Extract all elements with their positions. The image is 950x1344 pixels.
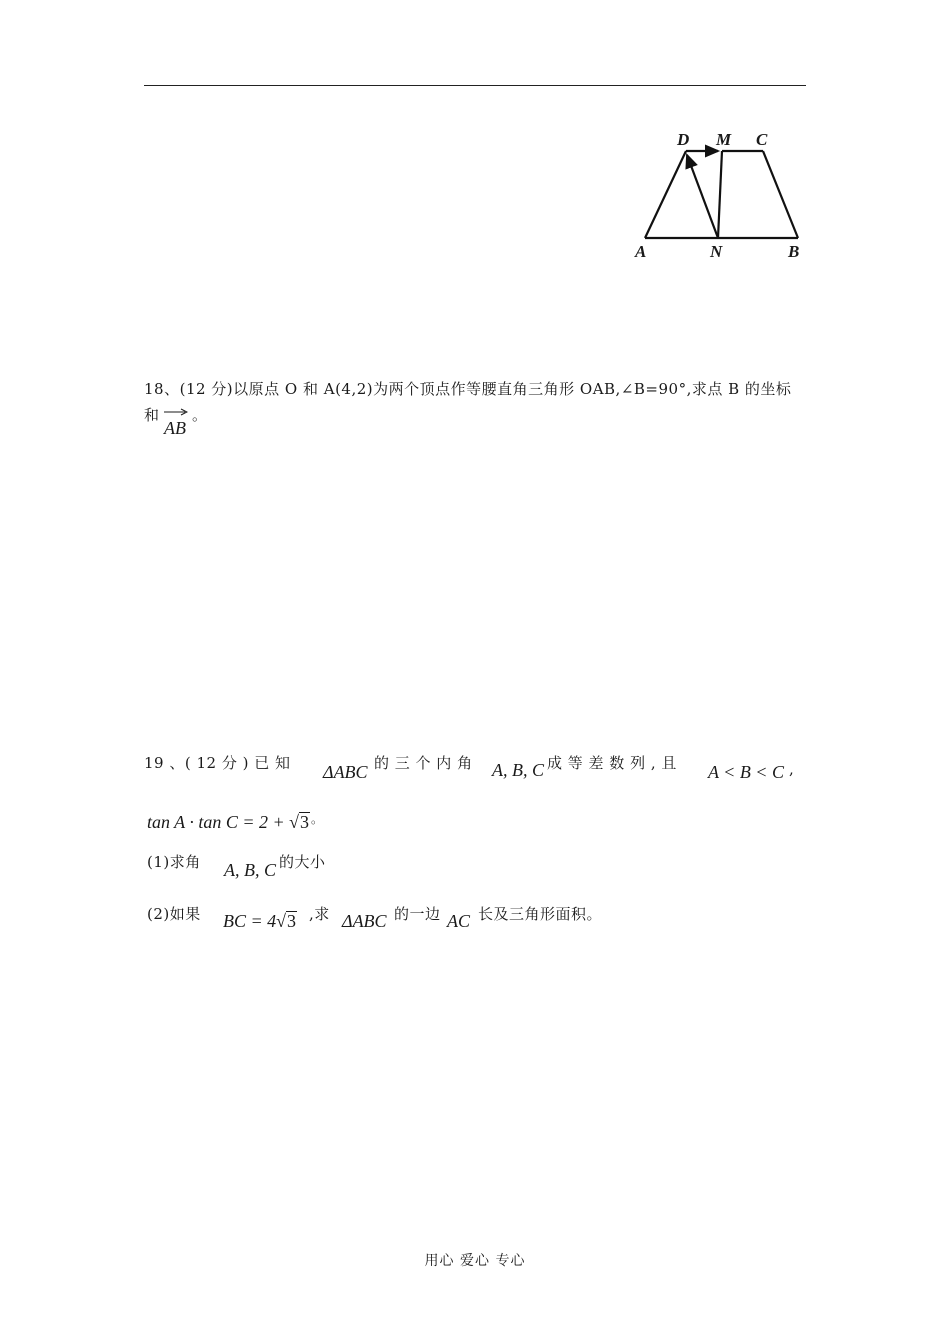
q19-tan-sqrt-arg: 3	[300, 812, 310, 832]
label-N: N	[710, 242, 723, 261]
label-B: B	[788, 242, 800, 261]
q19-part2-ac: AC	[447, 911, 471, 931]
q19-part2-mid2: 的一边	[394, 905, 441, 923]
q19-mid2: 成 等 差 数 列 , 且	[547, 754, 677, 772]
label-C: C	[756, 130, 768, 149]
header-rule	[144, 85, 806, 86]
page-footer: 用心 爱心 专心	[424, 1253, 526, 1269]
sqrt-sign-icon: √	[289, 812, 300, 832]
q18-line2-prefix: 和	[144, 406, 160, 424]
q19-mid1: 的 三 个 内 角	[374, 754, 473, 772]
label-A: A	[635, 242, 647, 261]
q19-part2-triangle: ΔABC	[342, 911, 387, 931]
sqrt-sign-icon: √	[276, 911, 287, 931]
q19-tan-lhs: tan A · tan C = 2 +	[147, 812, 285, 832]
q19-part2-bc-lhs: BC = 4	[223, 911, 277, 931]
q19-comma: ,	[789, 760, 795, 778]
q18-line2-suffix: 。	[192, 406, 208, 424]
q19-part2-prefix: (2)如果	[147, 905, 201, 923]
vector-ND	[687, 155, 718, 238]
q18-vector-AB: AB	[164, 418, 186, 438]
q19-triangle: ΔABC	[323, 762, 368, 782]
q19-part2-suffix: 长及三角形面积。	[478, 905, 603, 923]
q19-angles: A, B, C	[492, 760, 544, 780]
segment-AD	[645, 151, 686, 238]
q19-tan-equation	[147, 812, 310, 833]
segment-CB	[763, 151, 798, 238]
q19-part2-bc	[223, 911, 297, 932]
q19-part1-prefix: (1)求角	[147, 853, 201, 871]
q19-part1-suffix: 的大小	[279, 853, 326, 871]
label-M: M	[716, 130, 732, 149]
q19-intro: 19 、( 12 分 ) 已 知	[144, 754, 291, 772]
label-D: D	[677, 130, 690, 149]
segment-MN	[718, 151, 722, 238]
q19-inequality: A < B < C	[708, 762, 784, 782]
q19-part1-angles: A, B, C	[224, 860, 276, 880]
trapezoid-figure	[630, 128, 810, 268]
q19-part2-mid: ,求	[309, 905, 330, 923]
q19-part2-sqrt-arg: 3	[287, 911, 297, 931]
q19-period: 。	[311, 812, 324, 826]
q18-line1: 18、(12 分)以原点 O 和 A(4,2)为两个顶点作等腰直角三角形 OAB,∠B=90°,求点 B 的坐标	[144, 380, 792, 398]
vector-arrow-icon	[164, 408, 188, 416]
